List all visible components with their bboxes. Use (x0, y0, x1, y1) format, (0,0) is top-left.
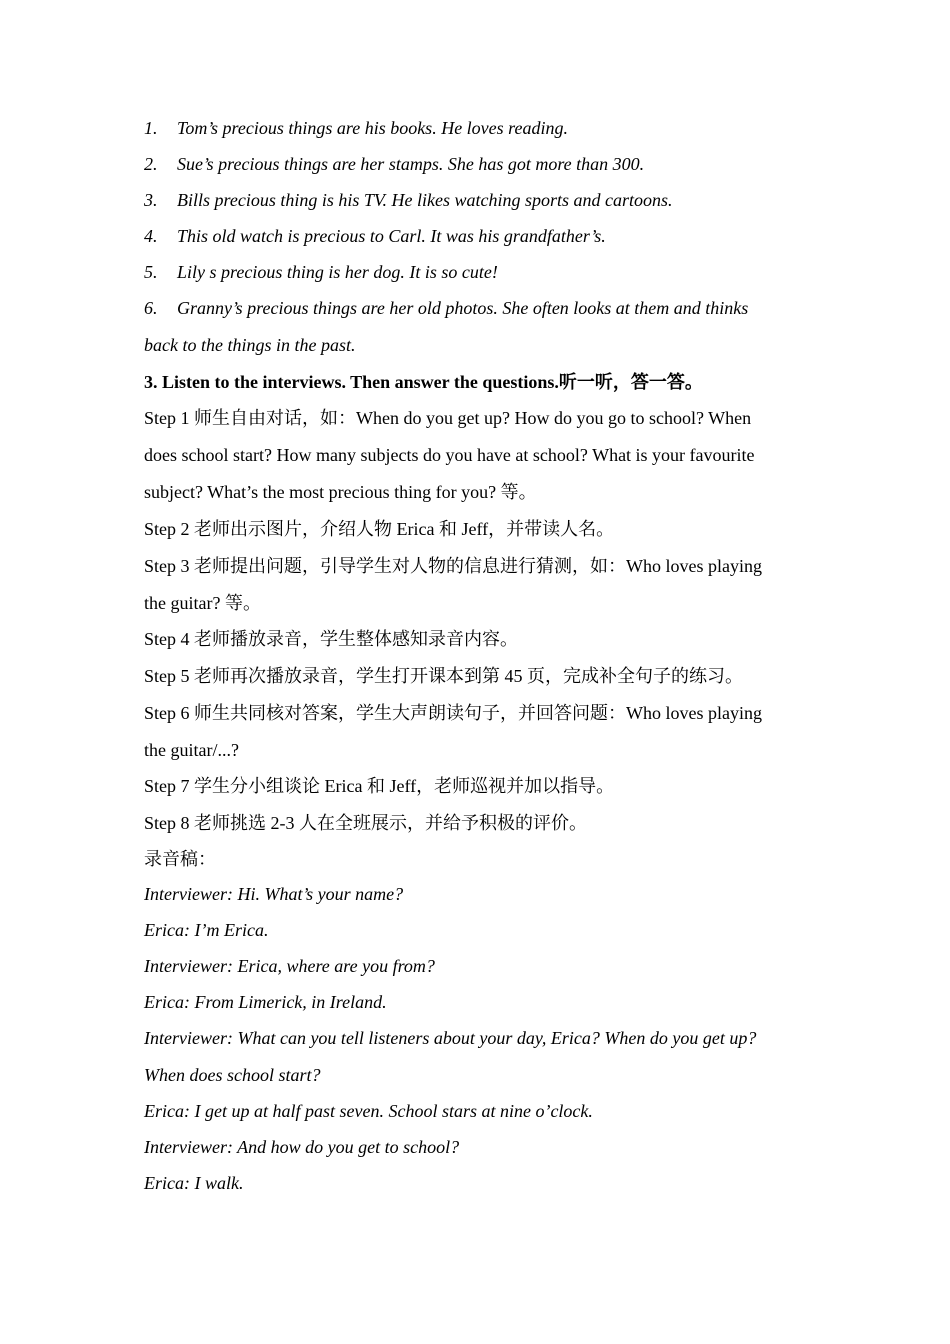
step-3-line-2: the guitar? 等。 (144, 593, 261, 613)
step-8: Step 8 老师挑选 2-3 人在全班展示，并给予积极的评价。 (144, 813, 587, 833)
list-item (144, 117, 824, 139)
step-1-line-3: subject? What’s the most precious thing for you? 等。 (144, 482, 537, 502)
transcript-label: 录音稿： (144, 849, 216, 869)
list-text: Granny’s precious things are her old photos. She often looks at them and thinks (177, 298, 749, 318)
list-text: This old watch is precious to Carl. It was his grandfather’s. (177, 226, 606, 246)
list-item-continuation: back to the things in the past. (144, 335, 356, 355)
step-2: Step 2 老师出示图片，介绍人物 Erica 和 Jeff，并带读人名。 (144, 519, 615, 539)
transcript-line: When does school start? (144, 1065, 321, 1085)
list-item (144, 153, 824, 175)
list-text: Bills precious thing is his TV. He likes watching sports and cartoons. (177, 190, 673, 210)
list-item (144, 297, 824, 319)
list-number: 3. (144, 190, 158, 210)
step-3-line-1: Step 3 老师提出问题，引导学生对人物的信息进行猜测，如：Who loves playing (144, 556, 762, 576)
step-1-line-2: does school start? How many subjects do you have at school? What is your favourite (144, 445, 755, 465)
step-6-line-2: the guitar/...? (144, 740, 239, 760)
step-4: Step 4 老师播放录音，学生整体感知录音内容。 (144, 629, 518, 649)
list-number: 6. (144, 298, 158, 318)
transcript-line: Interviewer: What can you tell listeners about your day, Erica? When do you get up? (144, 1028, 757, 1048)
transcript-line: Erica: I get up at half past seven. School stars at nine o’clock. (144, 1101, 593, 1121)
transcript-line: Interviewer: Erica, where are you from? (144, 956, 435, 976)
list-item (144, 189, 824, 211)
transcript-line: Interviewer: And how do you get to school? (144, 1137, 460, 1157)
transcript-line: Erica: I walk. (144, 1173, 244, 1193)
list-item (144, 261, 824, 283)
step-1-line-1: Step 1 师生自由对话，如：When do you get up? How do you go to school? When (144, 408, 752, 428)
list-number: 5. (144, 262, 158, 282)
list-text: Tom’s precious things are his books. He loves reading. (177, 118, 568, 138)
step-7: Step 7 学生分小组谈论 Erica 和 Jeff，老师巡视并加以指导。 (144, 776, 615, 796)
list-text: Lily s precious thing is her dog. It is so cute! (177, 262, 498, 282)
transcript-line: Interviewer: Hi. What’s your name? (144, 884, 404, 904)
step-6-line-1: Step 6 师生共同核对答案，学生大声朗读句子，并回答问题：Who loves playing (144, 703, 762, 723)
list-number: 1. (144, 118, 158, 138)
list-item (144, 225, 824, 247)
list-number: 4. (144, 226, 158, 246)
section-heading: 3. Listen to the interviews. Then answer the questions.听一听，答一答。 (144, 372, 703, 392)
list-number: 2. (144, 154, 158, 174)
list-text: Sue’s precious things are her stamps. She has got more than 300. (177, 154, 645, 174)
transcript-line: Erica: I’m Erica. (144, 920, 269, 940)
step-5: Step 5 老师再次播放录音，学生打开课本到第 45 页，完成补全句子的练习。 (144, 666, 743, 686)
transcript-line: Erica: From Limerick, in Ireland. (144, 992, 387, 1012)
